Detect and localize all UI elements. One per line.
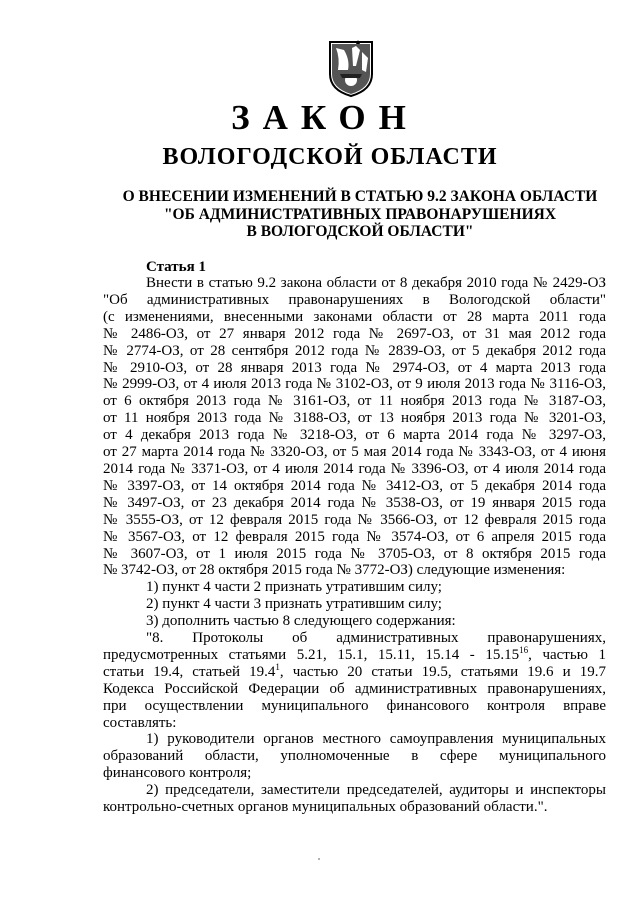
text-line: № 3607-ОЗ, от 1 июля 2015 года № 3705-ОЗ, от 8 октября 2015 года bbox=[103, 545, 606, 562]
superscript: 1 bbox=[275, 661, 280, 672]
list-item: 2) пункт 4 части 3 признать утратившим силу; bbox=[146, 596, 442, 613]
list-item: 3) дополнить частью 8 следующего содержания: bbox=[146, 613, 456, 630]
text-line: финансового контроля; bbox=[103, 765, 252, 782]
list-item: 1) пункт 4 части 2 признать утратившим силу; bbox=[146, 579, 442, 596]
text-line: 2014 года № 3371-ОЗ, от 4 июля 2014 года № 3396-ОЗ, от 4 июля 2014 года bbox=[103, 460, 606, 477]
text-line bbox=[103, 644, 606, 664]
text-line: 1) руководители органов местного самоуправления муниципальных bbox=[146, 731, 606, 748]
law-title: ЗАКОН bbox=[231, 98, 419, 137]
superscript: 16 bbox=[519, 644, 529, 655]
text-line: от 11 ноября 2013 года № 3188-ОЗ, от 13 ноября 2013 года № 3201-ОЗ, bbox=[103, 410, 606, 427]
text-line bbox=[103, 661, 606, 681]
text-line: № 2910-ОЗ, от 28 января 2013 года № 2974-ОЗ, от 4 марта 2013 года bbox=[103, 359, 606, 376]
text-line: "8. Протоколы об административных правонарушениях, bbox=[146, 630, 606, 647]
region-title: ВОЛОГОДСКОЙ ОБЛАСТИ bbox=[162, 144, 498, 170]
text-line: № 3555-ОЗ, от 12 февраля 2015 года № 3566-ОЗ, от 12 февраля 2015 года bbox=[103, 511, 606, 528]
law-subtitle bbox=[90, 188, 630, 241]
text-fragment: , частью 1 bbox=[528, 646, 606, 663]
text-fragment: предусмотренных статьями 5.21, 15.1, 15.11, 15.14 - 15.15 bbox=[103, 646, 520, 663]
text-line: (с изменениями, внесенными законами области от 28 марта 2011 года bbox=[103, 308, 606, 325]
text-line: № 2999-ОЗ, от 4 июля 2013 года № 3102-ОЗ, от 9 июля 2013 года № 3116-ОЗ, bbox=[103, 376, 606, 393]
text-line: от 6 октября 2013 года № 3161-ОЗ, от 11 ноября 2013 года № 3187-ОЗ, bbox=[103, 393, 606, 410]
text-line: составлять: bbox=[103, 714, 177, 731]
text-line: Внести в статью 9.2 закона области от 8 декабря 2010 года № 2429-ОЗ bbox=[146, 275, 606, 291]
scan-speck bbox=[318, 858, 320, 860]
article-body bbox=[103, 275, 606, 816]
text-line: "Об административных правонарушениях в Вологодской области" bbox=[103, 291, 606, 308]
text-line: № 3742-ОЗ, от 28 октября 2015 года № 3772-ОЗ) следующие изменения: bbox=[103, 562, 566, 579]
text-line: от 4 декабря 2013 года № 3218-ОЗ, от 6 марта 2014 года № 3297-ОЗ, bbox=[103, 427, 606, 444]
subtitle-line: "ОБ АДМИНИСТРАТИВНЫХ ПРАВОНАРУШЕНИЯХ bbox=[163, 205, 557, 223]
text-fragment: , частью 20 статьи 19.5, статьями 19.6 и 19.7 bbox=[279, 663, 606, 680]
text-line: № 3567-ОЗ, от 12 февраля 2015 года № 3574-ОЗ, от 6 апреля 2015 года bbox=[103, 528, 606, 545]
subtitle-line: О ВНЕСЕНИИ ИЗМЕНЕНИЙ В СТАТЬЮ 9.2 ЗАКОНА ОБЛАСТИ bbox=[122, 188, 598, 205]
text-line: № 3397-ОЗ, от 14 октября 2014 года № 3412-ОЗ, от 5 декабря 2014 года bbox=[103, 477, 606, 494]
text-fragment: статьи 19.4, статьей 19.4 bbox=[103, 663, 276, 680]
text-line: при осуществлении муниципального финансового контроля вправе bbox=[103, 697, 606, 714]
text-line: № 2486-ОЗ, от 27 января 2012 года № 2697-ОЗ, от 31 мая 2012 года bbox=[103, 325, 606, 342]
vologda-coat-of-arms-icon bbox=[326, 36, 376, 98]
text-line: № 3497-ОЗ, от 23 декабря 2014 года № 3538-ОЗ, от 19 января 2015 года bbox=[103, 494, 606, 511]
text-line: 2) председатели, заместители председателей, аудиторы и инспекторы bbox=[146, 782, 606, 799]
text-line: № 2774-ОЗ, от 28 сентября 2012 года № 2839-ОЗ, от 5 декабря 2012 года bbox=[103, 342, 606, 359]
text-line: Кодекса Российской Федерации об административных правонарушениях, bbox=[103, 680, 606, 697]
text-line: контрольно-счетных органов муниципальных образований области.". bbox=[103, 799, 548, 816]
text-line: образований области, уполномоченные в сфере муниципального bbox=[103, 748, 606, 765]
subtitle-line: В ВОЛОГОДСКОЙ ОБЛАСТИ" bbox=[246, 223, 474, 240]
article-title: Статья 1 bbox=[146, 259, 206, 275]
text-line: от 27 марта 2014 года № 3320-ОЗ, от 5 мая 2014 года № 3343-ОЗ, от 4 июня bbox=[103, 444, 606, 461]
